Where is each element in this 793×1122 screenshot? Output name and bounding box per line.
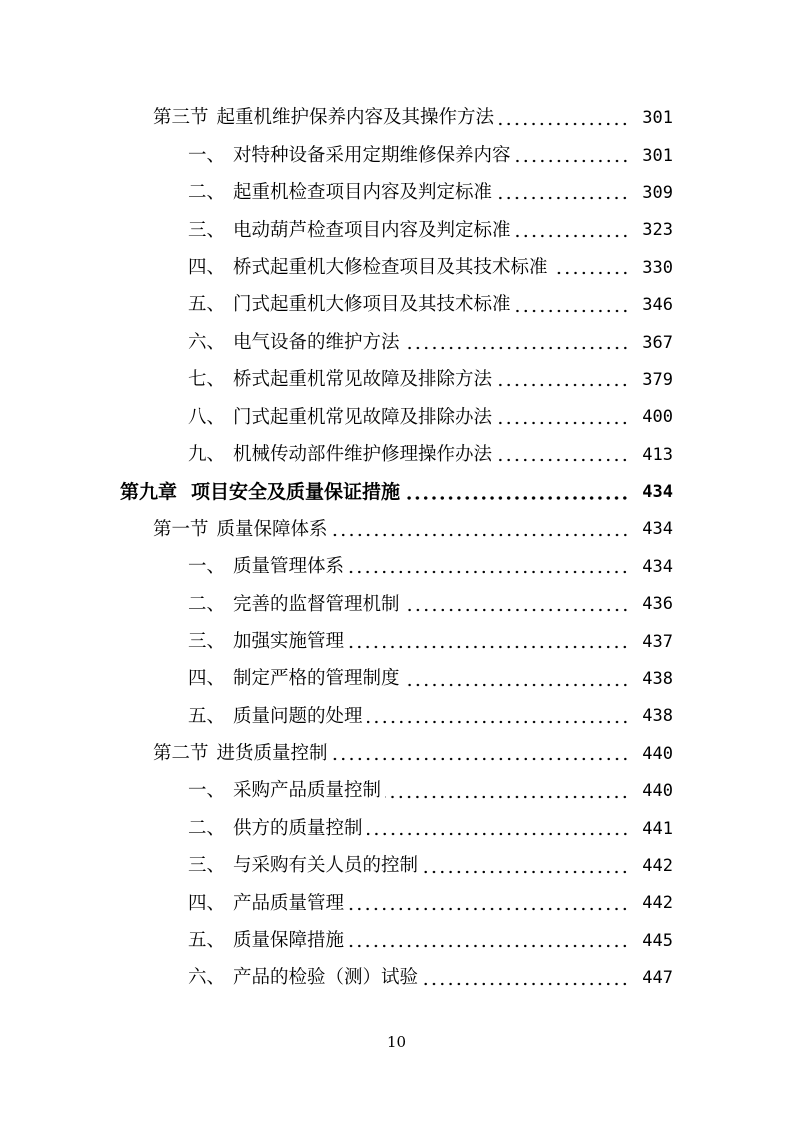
toc-section[interactable]	[0, 511, 793, 548]
toc-page-number: 434	[642, 556, 673, 577]
toc-title: 质量问题的处理	[233, 705, 363, 727]
toc-item[interactable]	[0, 623, 793, 660]
toc-page-number: 323	[642, 220, 673, 241]
toc-number: 六、	[188, 967, 226, 989]
toc-number: 一、	[188, 144, 226, 166]
toc-item[interactable]	[0, 960, 793, 997]
toc-chapter[interactable]	[0, 474, 793, 511]
toc-page-number: 438	[642, 669, 673, 690]
toc-number: 四、	[188, 668, 226, 690]
toc-page-number: 440	[642, 743, 673, 764]
toc-page-number: 379	[642, 369, 673, 390]
table-of-contents	[0, 100, 793, 997]
toc-number: 二、	[188, 182, 226, 204]
toc-number: 第三节	[153, 107, 209, 129]
toc-number: 八、	[188, 406, 226, 428]
toc-title: 起重机维护保养内容及其操作方法	[216, 107, 495, 129]
toc-title: 对特种设备采用定期维修保养内容	[233, 144, 511, 166]
toc-number: 五、	[188, 930, 226, 952]
toc-title: 门式起重机大修项目及其技术标准	[233, 294, 511, 316]
toc-page-number: 301	[642, 108, 673, 129]
toc-item[interactable]	[0, 362, 793, 399]
toc-number: 九、	[188, 443, 226, 465]
toc-page-number: 400	[642, 407, 673, 428]
toc-title: 进货质量控制	[216, 743, 328, 765]
dot-leader	[348, 645, 629, 649]
toc-page-number: 442	[642, 856, 673, 876]
dot-leader	[515, 309, 629, 313]
toc-title: 采购产品质量控制	[233, 780, 382, 802]
toc-item[interactable]	[0, 399, 793, 436]
dot-leader	[367, 720, 629, 724]
dot-leader	[348, 907, 629, 911]
toc-item[interactable]	[0, 250, 793, 287]
toc-item[interactable]	[0, 810, 793, 847]
dot-leader	[348, 570, 629, 574]
toc-title: 电动葫芦检查项目内容及判定标准	[233, 219, 511, 241]
dot-leader	[348, 944, 629, 948]
toc-page-number: 442	[642, 893, 673, 914]
toc-title: 完善的监督管理机制	[233, 593, 400, 615]
toc-page-number: 346	[642, 295, 673, 316]
toc-title: 供方的质量控制	[233, 817, 363, 839]
toc-page-number: 445	[642, 930, 673, 951]
toc-item[interactable]	[0, 175, 793, 212]
toc-page-number: 434	[642, 482, 673, 503]
toc-title: 电气设备的维护方法	[233, 331, 400, 353]
toc-item[interactable]	[0, 698, 793, 735]
dot-leader	[385, 795, 629, 799]
dot-leader	[498, 122, 629, 126]
toc-title: 起重机检查项目内容及判定标准	[233, 182, 493, 204]
toc-page-number: 447	[642, 968, 673, 989]
toc-title: 门式起重机常见故障及排除办法	[233, 406, 493, 428]
toc-item[interactable]	[0, 549, 793, 586]
toc-title: 产品的检验（测）试验	[233, 967, 419, 989]
toc-page-number: 413	[642, 444, 673, 465]
dot-leader	[404, 608, 629, 612]
toc-title: 桥式起重机常见故障及排除方法	[233, 369, 493, 391]
toc-section[interactable]	[0, 736, 793, 773]
toc-number: 第九章	[120, 481, 178, 504]
toc-page-number: 440	[642, 781, 673, 802]
dot-leader	[404, 683, 629, 687]
toc-title: 机械传动部件维护修理操作办法	[233, 443, 493, 465]
toc-page-number: 330	[642, 257, 673, 278]
page-number: 10	[386, 1033, 407, 1051]
toc-title: 制定严格的管理制度	[233, 668, 400, 690]
toc-number: 四、	[188, 892, 226, 914]
toc-number: 七、	[188, 369, 226, 391]
toc-item[interactable]	[0, 586, 793, 623]
dot-leader	[404, 496, 629, 500]
toc-item[interactable]	[0, 287, 793, 324]
toc-number: 一、	[188, 556, 226, 578]
dot-leader	[496, 383, 629, 387]
toc-number: 三、	[188, 219, 226, 241]
dot-leader	[496, 458, 629, 462]
dot-leader	[515, 234, 629, 238]
toc-number: 一、	[188, 780, 226, 802]
toc-number: 三、	[188, 855, 226, 877]
toc-item[interactable]	[0, 437, 793, 474]
dot-leader	[552, 271, 629, 275]
toc-number: 三、	[188, 630, 226, 652]
toc-title: 质量保障措施	[233, 930, 345, 952]
toc-item[interactable]	[0, 923, 793, 960]
toc-title: 项目安全及质量保证措施	[191, 481, 401, 504]
toc-page-number: 301	[642, 145, 673, 166]
toc-title: 产品质量管理	[233, 892, 345, 914]
toc-number: 四、	[188, 257, 226, 278]
toc-page-number: 437	[642, 631, 673, 652]
dot-leader	[332, 533, 629, 537]
dot-leader	[496, 421, 629, 425]
dot-leader	[422, 982, 629, 986]
toc-page-number: 309	[642, 182, 673, 203]
dot-leader	[515, 159, 629, 163]
dot-leader	[422, 870, 629, 874]
toc-title: 质量保障体系	[216, 518, 328, 540]
toc-number: 二、	[188, 817, 226, 839]
dot-leader	[332, 757, 629, 761]
toc-number: 第一节	[153, 518, 209, 540]
toc-page-number: 441	[642, 818, 673, 839]
toc-item[interactable]	[0, 773, 793, 810]
toc-item[interactable]	[0, 324, 793, 361]
toc-item[interactable]	[0, 885, 793, 922]
toc-page-number: 434	[642, 519, 673, 540]
toc-page-number: 367	[642, 332, 673, 353]
toc-number: 第二节	[153, 743, 209, 765]
dot-leader	[404, 346, 629, 350]
toc-title: 加强实施管理	[233, 630, 345, 652]
dot-leader	[496, 196, 629, 200]
dot-leader	[367, 832, 629, 836]
toc-page-number: 436	[642, 594, 673, 615]
toc-item[interactable]	[0, 661, 793, 698]
toc-title: 质量管理体系	[233, 556, 345, 578]
toc-item[interactable]	[0, 212, 793, 249]
toc-title: 与采购有关人员的控制	[233, 855, 419, 877]
toc-number: 六、	[188, 331, 226, 353]
toc-number: 五、	[188, 705, 226, 727]
toc-number: 二、	[188, 593, 226, 615]
toc-title: 桥式起重机大修检查项目及其技术标准	[233, 257, 548, 278]
toc-item[interactable]	[0, 848, 793, 885]
toc-page-number: 438	[642, 706, 673, 727]
toc-number: 五、	[188, 294, 226, 316]
toc-item[interactable]	[0, 137, 793, 174]
toc-section[interactable]	[0, 100, 793, 137]
